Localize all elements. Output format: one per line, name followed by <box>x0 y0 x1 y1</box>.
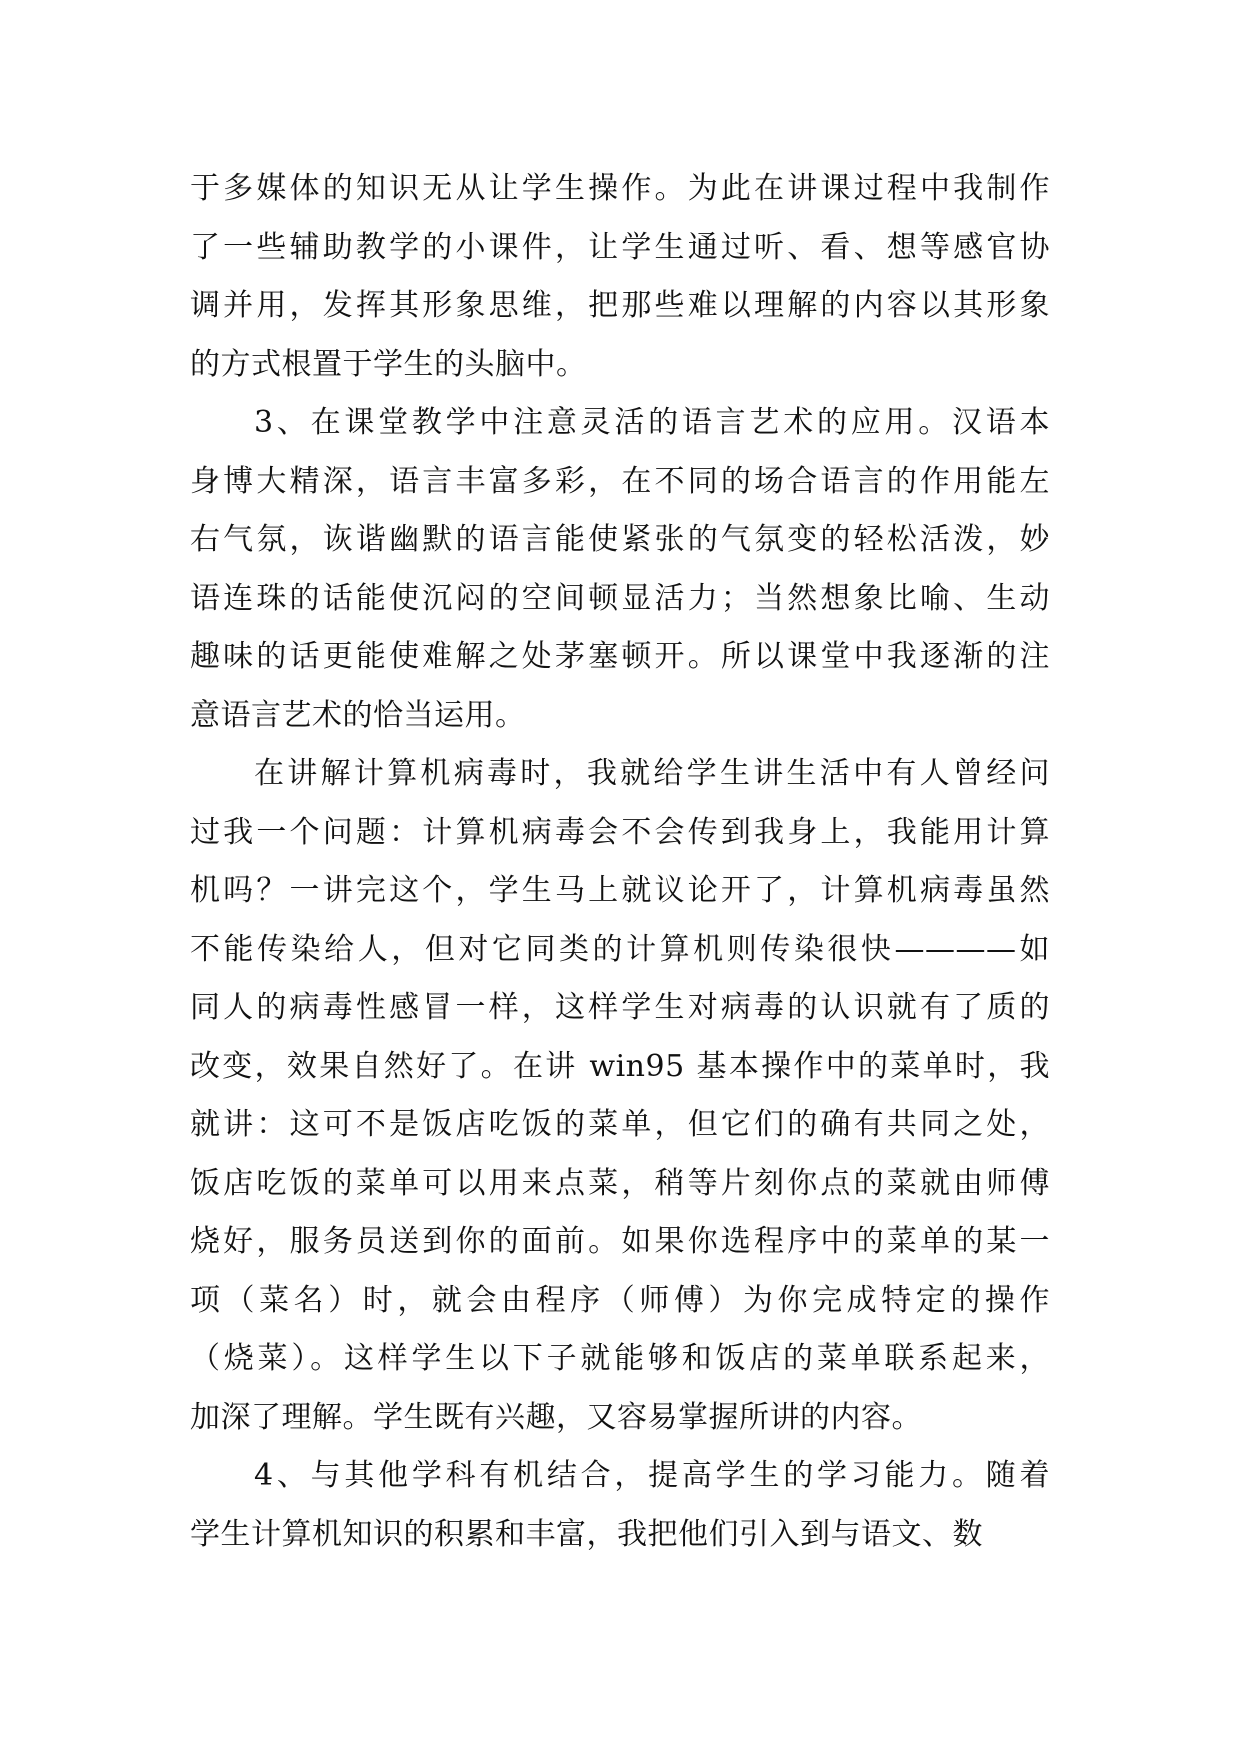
paragraph-first-line: 3、在课堂教学中注意灵活的语言艺术的应用。汉语本 <box>254 405 1050 440</box>
text-line: 右气氛，诙谐幽默的语言能使紧张的气氛变的轻松活泼，妙 <box>190 522 1050 557</box>
text-line: 身博大精深，语言丰富多彩，在不同的场合语言的作用能左 <box>190 463 1050 499</box>
text-line: 饭店吃饭的菜单可以用来点菜，稍等片刻你点的菜就由师傅 <box>190 1165 1050 1201</box>
text-line: 调并用，发挥其形象思维，把那些难以理解的内容以其形象 <box>190 288 1050 323</box>
text-line: 于多媒体的知识无从让学生操作。为此在讲课过程中我制作 <box>190 171 1050 206</box>
paragraph-first-line: 在讲解计算机病毒时，我就给学生讲生活中有人曾经问 <box>254 756 1050 791</box>
text-line: 的方式根置于学生的头脑中。 <box>190 346 587 382</box>
text-line: （烧菜）。这样学生以下子就能够和饭店的菜单联系起来， <box>190 1341 1050 1376</box>
text-line: 过我一个问题：计算机病毒会不会传到我身上，我能用计算 <box>190 814 1050 850</box>
paragraph-first-line: 4、与其他学科有机结合，提高学生的学习能力。随着 <box>254 1458 1050 1493</box>
text-line: 趣味的话更能使难解之处茅塞顿开。所以课堂中我逐渐的注 <box>190 639 1050 674</box>
text-line: 了一些辅助教学的小课件，让学生通过听、看、想等感官协 <box>190 229 1050 265</box>
text-line: 烧好，服务员送到你的面前。如果你选程序中的菜单的某一 <box>190 1224 1050 1259</box>
text-line: 机吗？一讲完这个，学生马上就议论开了，计算机病毒虽然 <box>190 873 1050 908</box>
text-line: 不能传染给人，但对它同类的计算机则传染很快————如 <box>190 931 1050 967</box>
text-line: 加深了理解。学生既有兴趣，又容易掌握所讲的内容。 <box>190 1399 922 1435</box>
text-line: 就讲：这可不是饭店吃饭的菜单，但它们的确有共同之处， <box>190 1107 1050 1142</box>
text-line: 改变，效果自然好了。在讲 win95 基本操作中的菜单时，我 <box>190 1048 1050 1084</box>
text-line: 意语言艺术的恰当运用。 <box>190 697 526 733</box>
text-line: 同人的病毒性感冒一样，这样学生对病毒的认识就有了质的 <box>190 990 1050 1025</box>
text-line: 语连珠的话能使沉闷的空间顿显活力；当然想象比喻、生动 <box>190 580 1050 616</box>
text-line: 学生计算机知识的积累和丰富，我把他们引入到与语文、数 <box>190 1516 983 1552</box>
body-text <box>190 160 1050 1564</box>
text-line: 项（菜名）时，就会由程序（师傅）为你完成特定的操作 <box>190 1282 1050 1318</box>
